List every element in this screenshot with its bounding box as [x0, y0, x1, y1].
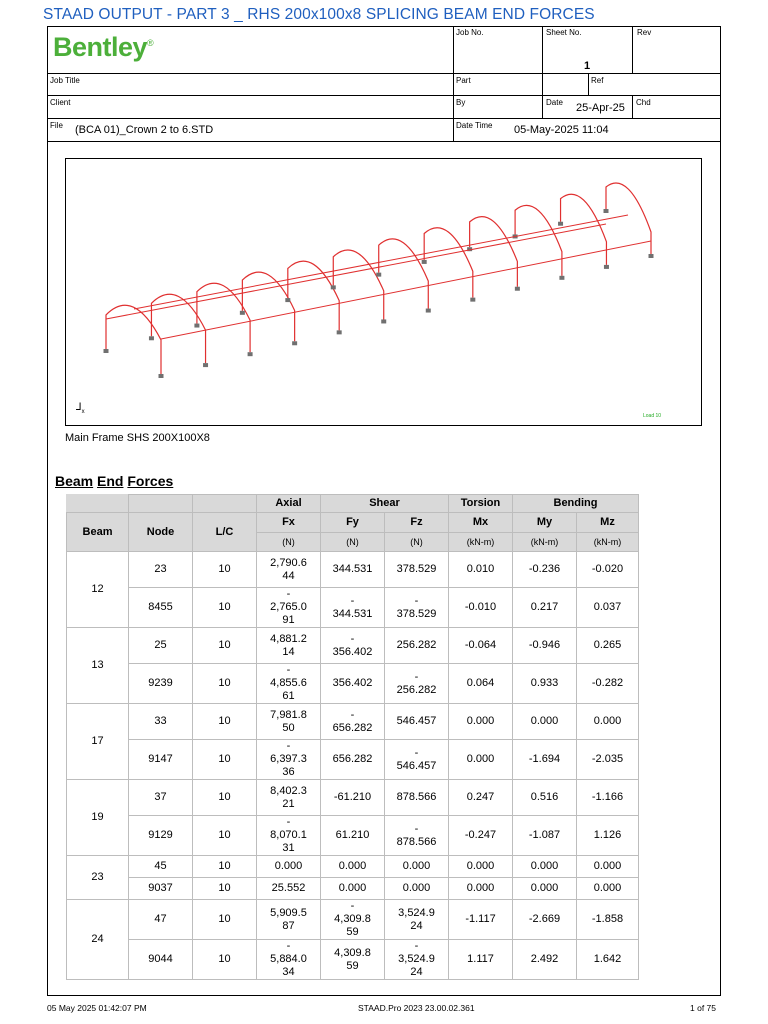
lc-cell: 10 [193, 552, 257, 588]
fx-cell [257, 628, 321, 664]
fy-cell-line: - [350, 708, 355, 721]
table-row [67, 878, 639, 900]
axis-triad-icon: $⅃_x$ [76, 402, 85, 415]
fy-cell [321, 588, 385, 628]
unit-my: (kN-m) [513, 533, 577, 552]
fz-cell [385, 740, 449, 780]
node-cell: 9239 [129, 664, 193, 704]
date-time-value: 05-May-2025 11:04 [514, 124, 609, 136]
fx-cell-line: 4,855.6 [270, 677, 307, 689]
beam-end-forces-table [66, 494, 639, 980]
lc-cell: 10 [193, 856, 257, 878]
fx-cell-line: - [286, 664, 291, 676]
date-label: Date [546, 98, 563, 107]
beam-cell: 23 [67, 856, 129, 900]
fx-cell-line: - [286, 816, 291, 828]
portal-frame [513, 205, 565, 279]
fz-cell-line: 3,524.9 [398, 906, 435, 919]
file-label: File [50, 121, 63, 130]
fy-cell [321, 940, 385, 980]
fy-cell-line: 356.402 [332, 677, 373, 689]
unit-fz: (N) [385, 533, 449, 552]
mz-cell: -1.858 [577, 900, 639, 940]
section-title-word: Beam [55, 473, 94, 489]
my-cell: 0.000 [513, 704, 577, 740]
node-cell: 47 [129, 900, 193, 940]
fz-cell [385, 900, 449, 940]
table-row [67, 856, 639, 878]
fy-cell [321, 740, 385, 780]
fy-cell-line: - [350, 900, 355, 912]
fz-cell [385, 552, 449, 588]
mx-cell: 1.117 [449, 940, 513, 980]
unit-fy: (N) [321, 533, 385, 552]
my-cell: -1.694 [513, 740, 577, 780]
fx-cell-line: 31 [282, 842, 295, 854]
col-mz: Mz [577, 513, 639, 533]
fx-cell-line: 14 [282, 645, 295, 658]
mx-cell: 0.010 [449, 552, 513, 588]
section-title-word: Forces [127, 473, 174, 489]
fy-cell-line: 344.531 [332, 607, 373, 620]
fz-cell-line: - [414, 746, 419, 759]
fy-cell-line: 59 [346, 959, 359, 972]
mz-cell: 0.000 [577, 878, 639, 900]
structure-model-view [65, 158, 702, 426]
fx-cell [257, 704, 321, 740]
table-row [67, 780, 639, 816]
part-label: Part [456, 76, 471, 85]
table-row [67, 816, 639, 856]
fx-cell [257, 664, 321, 704]
my-cell: 0.217 [513, 588, 577, 628]
fz-cell-line: 0.000 [402, 882, 431, 894]
lc-cell: 10 [193, 816, 257, 856]
fx-cell [257, 740, 321, 780]
fx-cell-line: 21 [282, 797, 295, 810]
fz-cell-line: 256.282 [396, 683, 437, 696]
fx-cell [257, 940, 321, 980]
model-caption: Main Frame SHS 200X100X8 [65, 432, 210, 444]
col-mx: Mx [449, 513, 513, 533]
chd-label: Chd [636, 98, 651, 107]
rev-label: Rev [637, 28, 652, 37]
fx-cell-line: 6,397.3 [270, 753, 307, 765]
beam-cell: 24 [67, 900, 129, 980]
mz-cell: 1.642 [577, 940, 639, 980]
bending-group-header: Bending [513, 495, 639, 513]
fy-cell [321, 552, 385, 588]
torsion-group-header: Torsion [449, 495, 513, 513]
eave-line [106, 224, 606, 319]
fz-cell [385, 940, 449, 980]
fz-cell-line: 546.457 [396, 715, 437, 727]
portal-frame [422, 228, 476, 302]
load-label: Load 10 [643, 413, 662, 419]
fy-cell [321, 856, 385, 878]
fx-cell [257, 552, 321, 588]
fx-cell [257, 780, 321, 816]
mx-cell: 0.000 [449, 856, 513, 878]
mx-cell: -0.064 [449, 628, 513, 664]
table-row [67, 940, 639, 980]
node-cell: 9037 [129, 878, 193, 900]
fz-cell [385, 780, 449, 816]
fy-cell [321, 900, 385, 940]
lc-cell: 10 [193, 780, 257, 816]
mz-cell: -0.282 [577, 664, 639, 704]
fx-cell-line: 36 [282, 766, 295, 778]
fz-cell-line: 3,524.9 [398, 953, 435, 965]
fz-cell [385, 878, 449, 900]
fz-cell [385, 856, 449, 878]
fx-cell-line: 87 [282, 919, 295, 932]
my-cell: -0.946 [513, 628, 577, 664]
lc-cell: 10 [193, 900, 257, 940]
node-cell: 25 [129, 628, 193, 664]
fy-cell [321, 628, 385, 664]
lc-cell: 10 [193, 704, 257, 740]
sheet-no-label: Sheet No. [546, 28, 582, 37]
unit-mz: (kN-m) [577, 533, 639, 552]
fz-cell-line: 878.566 [396, 791, 437, 803]
mx-cell: -0.010 [449, 588, 513, 628]
fy-cell-line: 656.282 [332, 753, 373, 765]
table-row [67, 740, 639, 780]
structure-wireframe [66, 159, 701, 425]
fy-cell-line: - [350, 594, 355, 607]
fy-cell [321, 878, 385, 900]
beam-cell: 12 [67, 552, 129, 628]
job-no-label: Job No. [456, 28, 484, 37]
fy-cell-line: 4,309.8 [334, 913, 371, 925]
mz-cell: -2.035 [577, 740, 639, 780]
my-cell: -1.087 [513, 816, 577, 856]
mx-cell: -1.117 [449, 900, 513, 940]
mx-cell: -0.247 [449, 816, 513, 856]
mx-cell: 0.247 [449, 780, 513, 816]
fx-cell-line: 44 [282, 569, 295, 582]
fy-cell [321, 780, 385, 816]
mz-cell: 0.000 [577, 856, 639, 878]
mx-cell: 0.000 [449, 878, 513, 900]
node-cell: 9044 [129, 940, 193, 980]
fz-cell-line: 24 [410, 966, 423, 978]
fz-cell-line: 24 [410, 919, 423, 932]
mz-cell: -0.020 [577, 552, 639, 588]
fx-cell-line: 50 [282, 721, 295, 734]
portal-frame [104, 305, 164, 378]
footer-timestamp: 05 May 2025 01:42:07 PM [47, 1003, 147, 1013]
unit-fx: (N) [257, 533, 321, 552]
fx-cell-line: - [286, 588, 291, 600]
fx-cell-line: 0.000 [274, 860, 303, 872]
fx-cell-line: 4,881.2 [270, 632, 307, 645]
by-label: By [456, 98, 466, 107]
beam-cell: 17 [67, 704, 129, 780]
col-node: Node [129, 513, 193, 552]
node-cell: 33 [129, 704, 193, 740]
beam-cell: 13 [67, 628, 129, 704]
fx-cell [257, 878, 321, 900]
portal-frame [194, 283, 252, 356]
my-cell: 0.000 [513, 856, 577, 878]
fx-cell-line: 5,909.5 [270, 906, 307, 919]
page-title: STAAD OUTPUT - PART 3 _ RHS 200x100x8 SPLICING BEAM END FORCES [43, 6, 595, 23]
fy-cell-line: 0.000 [338, 860, 367, 872]
my-cell: -2.669 [513, 900, 577, 940]
fy-cell-line: 656.282 [332, 721, 373, 734]
mz-cell: 0.037 [577, 588, 639, 628]
lc-cell: 10 [193, 940, 257, 980]
fx-cell-line: - [286, 940, 291, 952]
fz-cell-line: - [414, 594, 419, 607]
fx-cell-line: 91 [282, 614, 295, 626]
mz-cell: 1.126 [577, 816, 639, 856]
fz-cell-line: 0.000 [402, 860, 431, 872]
mx-cell: 0.000 [449, 704, 513, 740]
beam-cell: 19 [67, 780, 129, 856]
fz-cell [385, 704, 449, 740]
col-fy: Fy [321, 513, 385, 533]
fz-cell [385, 628, 449, 664]
fz-cell-line: 878.566 [396, 835, 437, 848]
col-lc: L/C [193, 513, 257, 552]
fy-cell-line: 344.531 [332, 563, 373, 575]
fz-cell-line: - [414, 670, 419, 683]
date-time-label: Date Time [456, 121, 493, 130]
fz-cell-line: 378.529 [396, 607, 437, 620]
shear-group-header: Shear [321, 495, 449, 513]
footer-page-number: 1 of 75 [690, 1003, 716, 1013]
fy-cell-line: 0.000 [338, 882, 367, 894]
fx-cell-line: 5,884.0 [270, 953, 307, 965]
fx-cell [257, 816, 321, 856]
lc-cell: 10 [193, 740, 257, 780]
fy-cell-line: - [350, 632, 355, 645]
table-row [67, 588, 639, 628]
portal-frame [604, 183, 654, 258]
my-cell: 0.000 [513, 878, 577, 900]
my-cell: -0.236 [513, 552, 577, 588]
fz-cell [385, 664, 449, 704]
portal-frame [467, 217, 520, 291]
fz-cell-line: 546.457 [396, 759, 437, 772]
table-row [67, 664, 639, 704]
lc-cell: 10 [193, 878, 257, 900]
footer-software: STAAD.Pro 2023 23.00.02.361 [358, 1003, 475, 1013]
sheet-no-value: 1 [584, 60, 591, 72]
client-label: Client [50, 98, 71, 107]
section-title-word: End [97, 473, 124, 489]
node-cell: 37 [129, 780, 193, 816]
unit-mx: (kN-m) [449, 533, 513, 552]
mx-cell: 0.064 [449, 664, 513, 704]
table-row [67, 552, 639, 588]
node-cell: 9147 [129, 740, 193, 780]
node-cell: 8455 [129, 588, 193, 628]
fx-cell-line: 2,790.6 [270, 556, 307, 569]
job-title-label: Job Title [50, 76, 80, 85]
fz-cell-line: - [414, 940, 419, 952]
fx-cell-line: 2,765.0 [270, 601, 307, 613]
node-cell: 9129 [129, 816, 193, 856]
axial-group-header: Axial [257, 495, 321, 513]
file-value: (BCA 01)_Crown 2 to 6.STD [75, 124, 214, 136]
lc-cell: 10 [193, 664, 257, 704]
table-row [67, 704, 639, 740]
section-title [55, 473, 173, 489]
fy-cell [321, 704, 385, 740]
fz-cell-line: 378.529 [396, 563, 437, 575]
fx-cell [257, 900, 321, 940]
lc-cell: 10 [193, 588, 257, 628]
table-row [67, 628, 639, 664]
mz-cell: 0.000 [577, 704, 639, 740]
fx-cell-line: 34 [282, 966, 295, 978]
portal-frame [376, 239, 431, 313]
fx-cell [257, 856, 321, 878]
fx-cell-line: - [286, 740, 291, 752]
mz-cell: 0.265 [577, 628, 639, 664]
fz-cell [385, 588, 449, 628]
fx-cell-line: 25.552 [271, 882, 306, 894]
fz-cell-line: - [414, 822, 419, 835]
node-cell: 45 [129, 856, 193, 878]
fy-cell-line: 61.210 [335, 829, 370, 841]
node-cell: 23 [129, 552, 193, 588]
fy-cell-line: 356.402 [332, 645, 373, 658]
fy-cell [321, 664, 385, 704]
fy-cell-line: 59 [346, 926, 359, 938]
fx-cell-line: 7,981.8 [270, 708, 307, 721]
ref-label: Ref [591, 76, 604, 85]
fy-cell [321, 816, 385, 856]
col-fz: Fz [385, 513, 449, 533]
mz-cell: -1.166 [577, 780, 639, 816]
fx-cell [257, 588, 321, 628]
my-cell: 0.516 [513, 780, 577, 816]
col-fx: Fx [257, 513, 321, 533]
bentley-logo: Bentley® [53, 32, 154, 62]
table-row [67, 900, 639, 940]
my-cell: 0.933 [513, 664, 577, 704]
date-value: 25-Apr-25 [576, 102, 625, 114]
fx-cell-line: 8,070.1 [270, 829, 307, 841]
fz-cell [385, 816, 449, 856]
my-cell: 2.492 [513, 940, 577, 980]
col-beam: Beam [67, 513, 129, 552]
mx-cell: 0.000 [449, 740, 513, 780]
lc-cell: 10 [193, 628, 257, 664]
fz-cell-line: 256.282 [396, 639, 437, 651]
fy-cell-line: 4,309.8 [334, 946, 371, 959]
fx-cell-line: 8,402.3 [270, 784, 307, 797]
fx-cell-line: 61 [282, 690, 295, 702]
col-my: My [513, 513, 577, 533]
fy-cell-line: -61.210 [333, 791, 372, 803]
